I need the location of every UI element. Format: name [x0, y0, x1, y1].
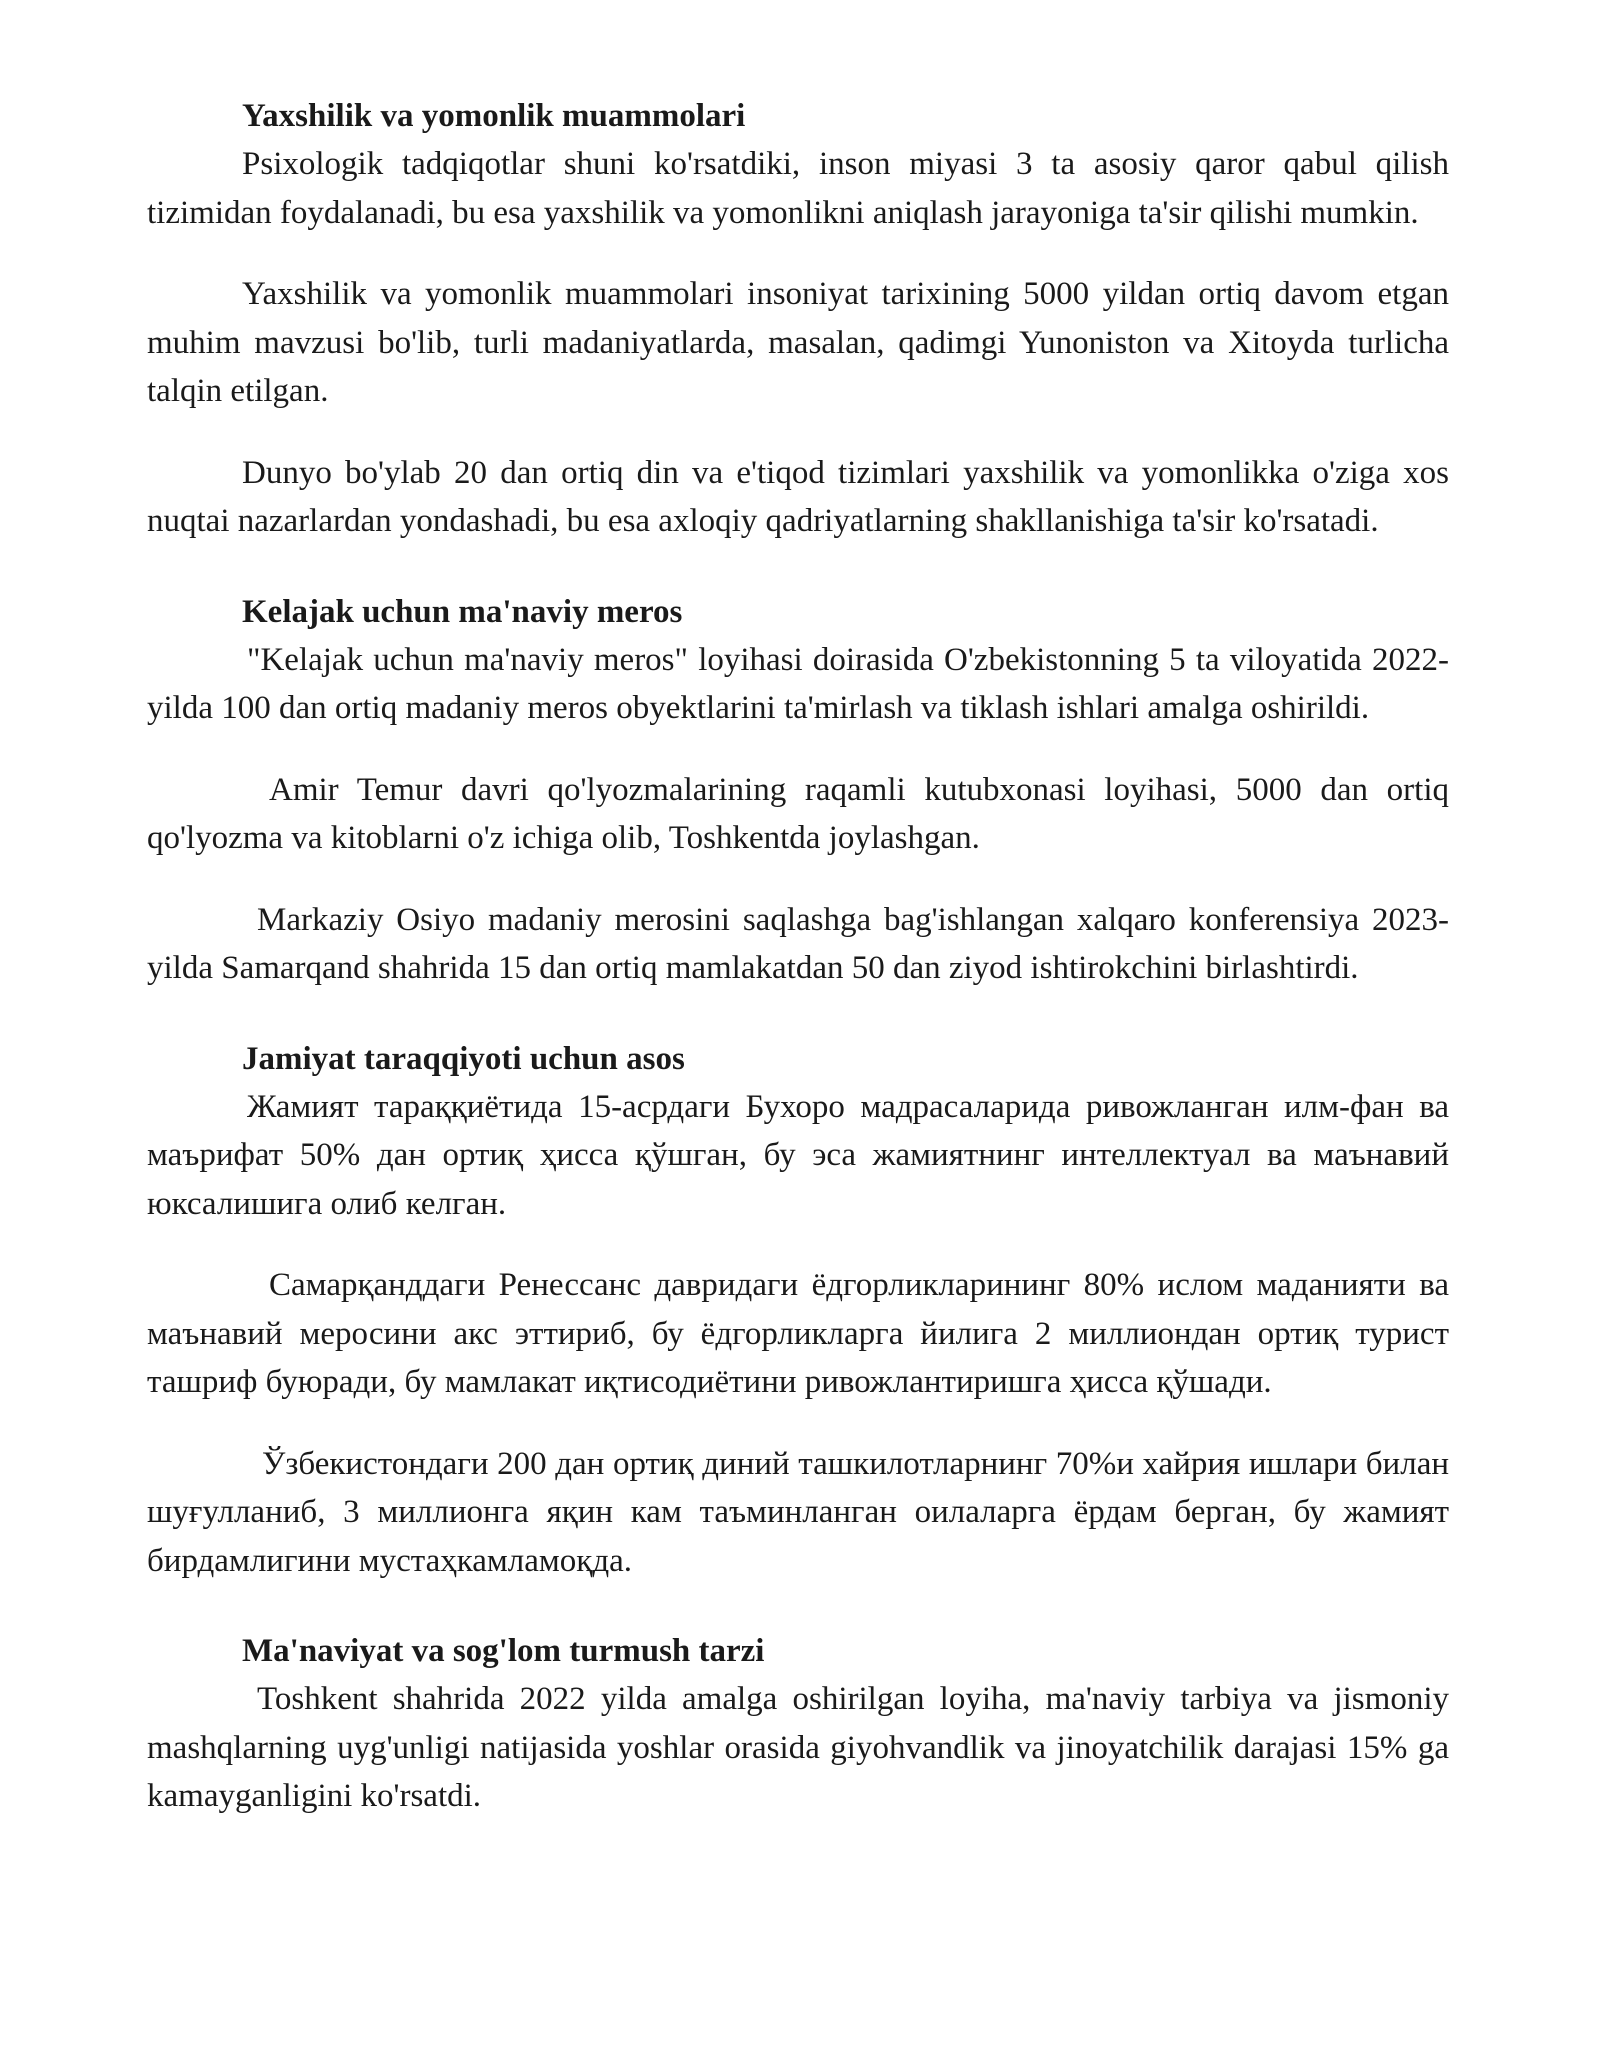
paragraph: Amir Temur davri qo'lyozmalarining raqamli kutubxonasi loyihasi, 5000 dan ortiq qo'lyozma va kitoblarni o'z ichiga olib, Toshkentda joylashgan. — [147, 771, 1449, 856]
paragraph: Psixologik tadqiqotlar shuni ko'rsatdiki, inson miyasi 3 ta asosiy qaror qabul qilish tizimidan foydalanadi, bu esa yaxshilik va yomonlikni aniqlash jarayoniga ta'sir qilishi mumkin. — [147, 146, 1449, 231]
section-good-and-evil — [147, 92, 1449, 546]
section-society-development — [147, 1035, 1449, 1586]
paragraph: Жамият тараққиётида 15-асрдаги Бухоро мадрасаларида ривожланган илм-фан ва маърифат 50% дан ортиқ ҳисса қўшган, бу эса жамиятнинг интеллектуал ва маънавий юксалишига олиб келган. — [147, 1088, 1449, 1222]
paragraph: Toshkent shahrida 2022 yilda amalga oshirilgan loyiha, ma'naviy tarbiya va jismoniy mashqlarning uyg'unligi natijasida yoshlar orasida giyohvandlik va jinoyatchilik darajasi 15% ga kamayganligini ko'rsatdi. — [147, 1681, 1449, 1814]
paragraph: Dunyo bo'ylab 20 dan ortiq din va e'tiqod tizimlari yaxshilik va yomonlikka o'ziga xos nuqtai nazarlardan yondashadi, bu esa axloqiy qadriyatlarning shakllanishiga ta'sir ko'rsatadi. — [147, 454, 1449, 539]
paragraph: Самарқанддаги Ренессанс давридаги ёдгорликларининг 80% ислом маданияти ва маънавий меросини акс эттириб, бу ёдгорликларга йилига 2 миллиондан ортиқ турист ташриф буюради, бу мамлакат иқтисодиётини ривожлантиришга ҳисса қўшади. — [147, 1267, 1449, 1400]
section-heading: Ma'naviyat va sog'lom turmush tarzi — [242, 1633, 765, 1669]
paragraph: Yaxshilik va yomonlik muammolari insoniyat tarixining 5000 yildan ortiq davom etgan muhim mavzusi bo'lib, turli madaniyatlarda, masalan, qadimgi Yunoniston va Xitoyda turlicha talqin etilgan. — [147, 276, 1449, 409]
paragraph: "Kelajak uchun ma'naviy meros" loyihasi doirasida O'zbekistonning 5 ta viloyatida 2022-yilda 100 dan ortiq madaniy meros obyektlarini ta'mirlash va tiklash ishlari amalga oshirildi. — [147, 641, 1449, 726]
paragraph: Markaziy Osiyo madaniy merosini saqlashga bag'ishlangan xalqaro konferensiya 2023-yilda Samarqand shahrida 15 dan ortiq mamlakatdan 50 dan ziyod ishtirokchini birlashtirdi. — [147, 901, 1449, 986]
paragraph: Ўзбекистондаги 200 дан ортиқ диний ташкилотларнинг 70%и хайрия ишлари билан шуғулланиб, 3 миллионга яқин кам таъминланган оилаларга ёрдам берган, бу жамият бирдамлигини мустаҳкамламоқда. — [147, 1445, 1449, 1579]
section-heading: Jamiyat taraqqiyoti uchun asos — [242, 1040, 685, 1077]
section-healthy-lifestyle — [147, 1627, 1449, 1821]
section-spiritual-heritage — [147, 588, 1449, 993]
document-page — [147, 92, 1449, 1821]
section-heading: Yaxshilik va yomonlik muammolari — [242, 98, 746, 134]
section-heading: Kelajak uchun ma'naviy meros — [242, 593, 683, 630]
